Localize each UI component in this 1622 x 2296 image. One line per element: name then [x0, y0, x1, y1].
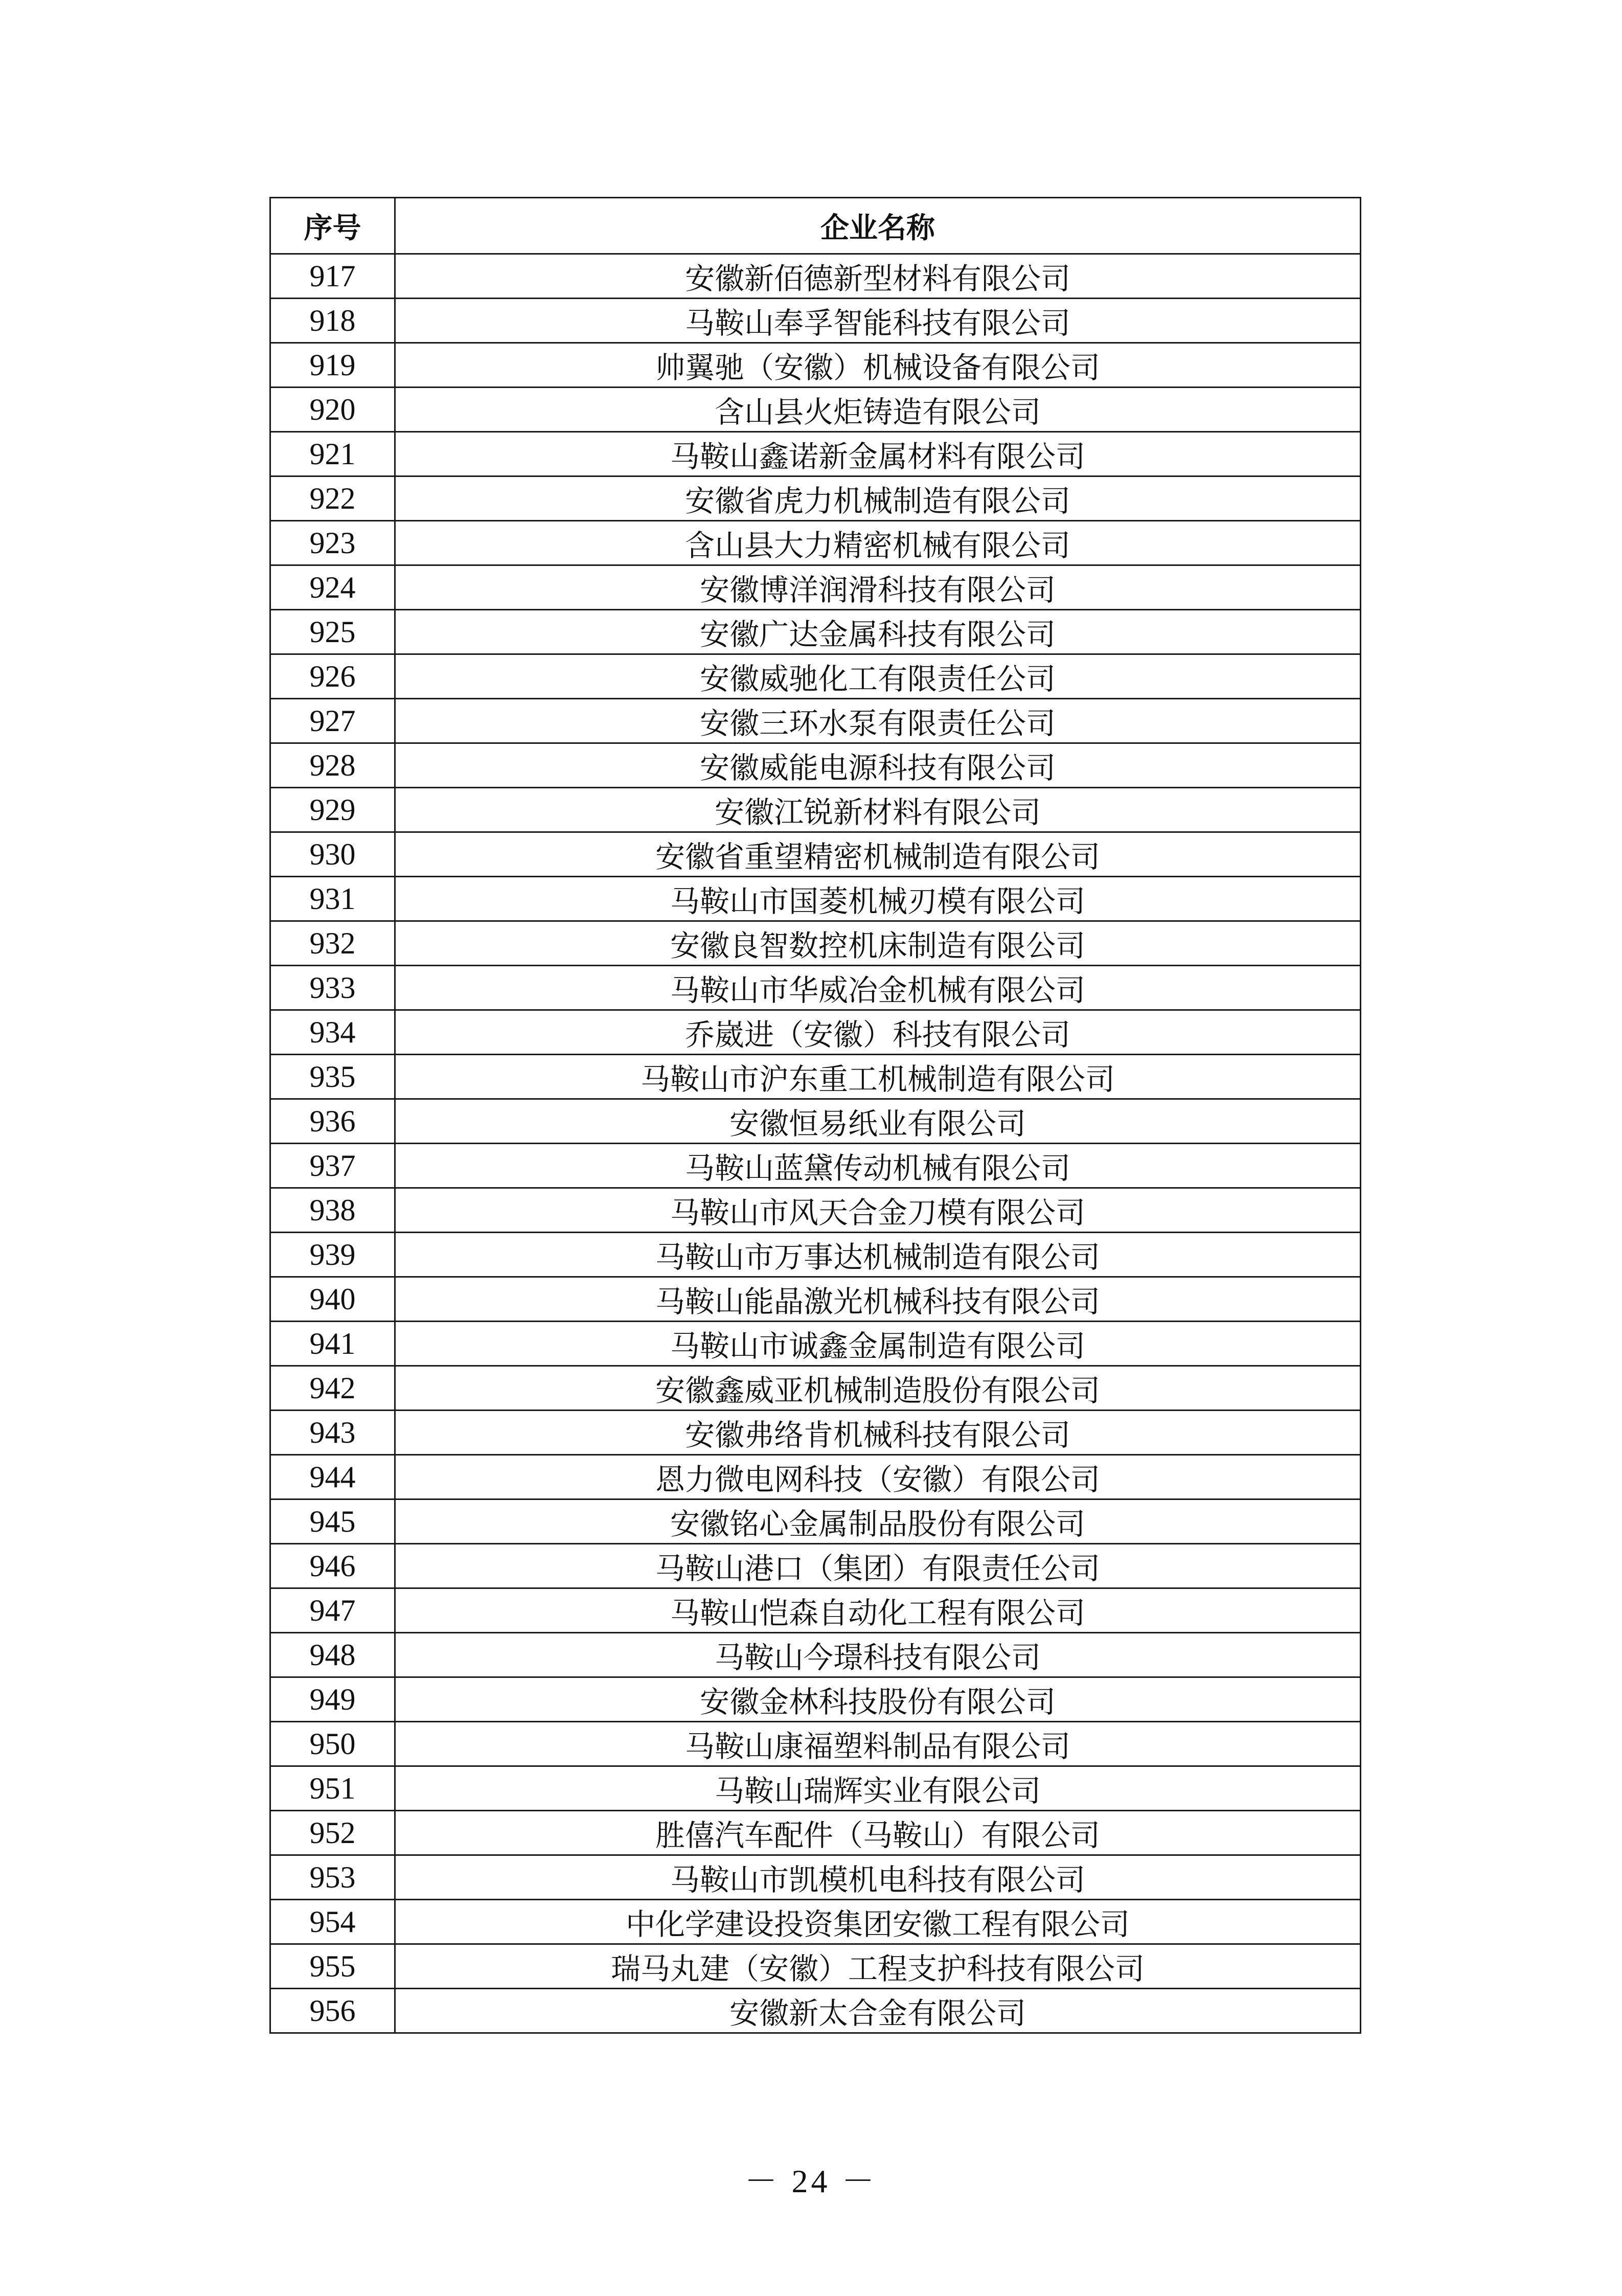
row-company-name: 马鞍山瑞辉实业有限公司	[395, 1766, 1361, 1811]
row-index: 948	[270, 1633, 395, 1677]
row-company-name: 马鞍山恺森自动化工程有限公司	[395, 1588, 1361, 1633]
table-row	[270, 1989, 1361, 2033]
table-row	[270, 1233, 1361, 1277]
row-index: 920	[270, 388, 395, 432]
row-index: 932	[270, 921, 395, 966]
row-company-name: 马鞍山鑫诺新金属材料有限公司	[395, 432, 1361, 476]
row-company-name: 安徽三环水泵有限责任公司	[395, 699, 1361, 743]
table-row	[270, 1055, 1361, 1099]
row-index: 939	[270, 1233, 395, 1277]
row-index: 919	[270, 343, 395, 388]
row-index: 951	[270, 1766, 395, 1811]
row-company-name: 马鞍山市华威冶金机械有限公司	[395, 966, 1361, 1010]
row-company-name: 安徽良智数控机床制造有限公司	[395, 921, 1361, 966]
table-row	[270, 1677, 1361, 1722]
row-index: 924	[270, 565, 395, 610]
row-company-name: 安徽威驰化工有限责任公司	[395, 654, 1361, 699]
table-row	[270, 1277, 1361, 1322]
row-company-name: 安徽金林科技股份有限公司	[395, 1677, 1361, 1722]
row-company-name: 安徽博洋润滑科技有限公司	[395, 565, 1361, 610]
row-index: 952	[270, 1811, 395, 1855]
row-index: 918	[270, 299, 395, 343]
row-company-name: 安徽广达金属科技有限公司	[395, 610, 1361, 654]
table-row	[270, 299, 1361, 343]
row-index: 933	[270, 966, 395, 1010]
row-company-name: 瑞马丸建（安徽）工程支护科技有限公司	[395, 1944, 1361, 1989]
row-index: 936	[270, 1099, 395, 1144]
table-row	[270, 610, 1361, 654]
company-list-table	[269, 197, 1361, 2034]
table-row	[270, 788, 1361, 832]
table-row	[270, 254, 1361, 299]
row-index: 955	[270, 1944, 395, 1989]
row-company-name: 含山县大力精密机械有限公司	[395, 521, 1361, 565]
table-row	[270, 1188, 1361, 1233]
row-company-name: 马鞍山蓝黛传动机械有限公司	[395, 1144, 1361, 1188]
row-company-name: 恩力微电网科技（安徽）有限公司	[395, 1455, 1361, 1499]
table-row	[270, 1322, 1361, 1366]
table-row	[270, 1811, 1361, 1855]
row-company-name: 安徽恒易纸业有限公司	[395, 1099, 1361, 1144]
table-row	[270, 476, 1361, 521]
row-index: 949	[270, 1677, 395, 1722]
row-index: 926	[270, 654, 395, 699]
row-company-name: 安徽新佰德新型材料有限公司	[395, 254, 1361, 299]
row-company-name: 马鞍山市万事达机械制造有限公司	[395, 1233, 1361, 1277]
row-index: 927	[270, 699, 395, 743]
row-index: 950	[270, 1722, 395, 1766]
table-row	[270, 1499, 1361, 1544]
row-company-name: 马鞍山能晶激光机械科技有限公司	[395, 1277, 1361, 1322]
table-body	[270, 254, 1361, 2033]
row-index: 938	[270, 1188, 395, 1233]
row-company-name: 安徽新太合金有限公司	[395, 1989, 1361, 2033]
table-row	[270, 1144, 1361, 1188]
header-index: 序号	[270, 198, 395, 254]
row-index: 945	[270, 1499, 395, 1544]
row-index: 954	[270, 1900, 395, 1944]
row-index: 943	[270, 1411, 395, 1455]
table-row	[270, 1633, 1361, 1677]
row-company-name: 中化学建设投资集团安徽工程有限公司	[395, 1900, 1361, 1944]
row-company-name: 安徽省重望精密机械制造有限公司	[395, 832, 1361, 877]
row-company-name: 安徽省虎力机械制造有限公司	[395, 476, 1361, 521]
table-row	[270, 1766, 1361, 1811]
row-company-name: 胜僖汽车配件（马鞍山）有限公司	[395, 1811, 1361, 1855]
header-company-name: 企业名称	[395, 198, 1361, 254]
row-company-name: 马鞍山市风天合金刀模有限公司	[395, 1188, 1361, 1233]
row-company-name: 马鞍山港口（集团）有限责任公司	[395, 1544, 1361, 1588]
table-row	[270, 1544, 1361, 1588]
row-company-name: 马鞍山市国菱机械刃模有限公司	[395, 877, 1361, 921]
row-company-name: 安徽铭心金属制品股份有限公司	[395, 1499, 1361, 1544]
table-row	[270, 699, 1361, 743]
row-index: 956	[270, 1989, 395, 2033]
table-row	[270, 1099, 1361, 1144]
row-company-name: 安徽弗络肯机械科技有限公司	[395, 1411, 1361, 1455]
row-index: 917	[270, 254, 395, 299]
row-index: 921	[270, 432, 395, 476]
row-company-name: 马鞍山奉孚智能科技有限公司	[395, 299, 1361, 343]
table-row	[270, 1900, 1361, 1944]
row-company-name: 马鞍山市沪东重工机械制造有限公司	[395, 1055, 1361, 1099]
row-index: 946	[270, 1544, 395, 1588]
row-company-name: 马鞍山市诚鑫金属制造有限公司	[395, 1322, 1361, 1366]
table-row	[270, 921, 1361, 966]
row-index: 925	[270, 610, 395, 654]
row-company-name: 乔崴进（安徽）科技有限公司	[395, 1010, 1361, 1055]
row-company-name: 含山县火炬铸造有限公司	[395, 388, 1361, 432]
row-company-name: 马鞍山市凯模机电科技有限公司	[395, 1855, 1361, 1900]
row-company-name: 马鞍山今璟科技有限公司	[395, 1633, 1361, 1677]
table-row	[270, 1366, 1361, 1411]
table-row	[270, 1010, 1361, 1055]
row-company-name: 安徽鑫威亚机械制造股份有限公司	[395, 1366, 1361, 1411]
row-index: 937	[270, 1144, 395, 1188]
row-index: 923	[270, 521, 395, 565]
row-index: 935	[270, 1055, 395, 1099]
table-row	[270, 521, 1361, 565]
page-number: － 24 －	[744, 2163, 878, 2199]
table-row	[270, 1455, 1361, 1499]
table-row	[270, 1722, 1361, 1766]
row-index: 947	[270, 1588, 395, 1633]
table-row	[270, 743, 1361, 788]
table-row	[270, 432, 1361, 476]
row-index: 944	[270, 1455, 395, 1499]
table-row	[270, 1855, 1361, 1900]
table-row	[270, 565, 1361, 610]
table-row	[270, 1411, 1361, 1455]
table-row	[270, 832, 1361, 877]
table-row	[270, 388, 1361, 432]
table-row	[270, 1588, 1361, 1633]
row-index: 934	[270, 1010, 395, 1055]
row-company-name: 帅翼驰（安徽）机械设备有限公司	[395, 343, 1361, 388]
row-index: 953	[270, 1855, 395, 1900]
table-header-row	[270, 198, 1361, 254]
table-row	[270, 877, 1361, 921]
row-index: 930	[270, 832, 395, 877]
row-company-name: 安徽威能电源科技有限公司	[395, 743, 1361, 788]
row-company-name: 马鞍山康福塑料制品有限公司	[395, 1722, 1361, 1766]
table-row	[270, 654, 1361, 699]
row-index: 941	[270, 1322, 395, 1366]
row-index: 928	[270, 743, 395, 788]
table-row	[270, 343, 1361, 388]
table-row	[270, 1944, 1361, 1989]
row-company-name: 安徽江锐新材料有限公司	[395, 788, 1361, 832]
row-index: 940	[270, 1277, 395, 1322]
row-index: 942	[270, 1366, 395, 1411]
row-index: 931	[270, 877, 395, 921]
row-index: 922	[270, 476, 395, 521]
table-row	[270, 966, 1361, 1010]
row-index: 929	[270, 788, 395, 832]
